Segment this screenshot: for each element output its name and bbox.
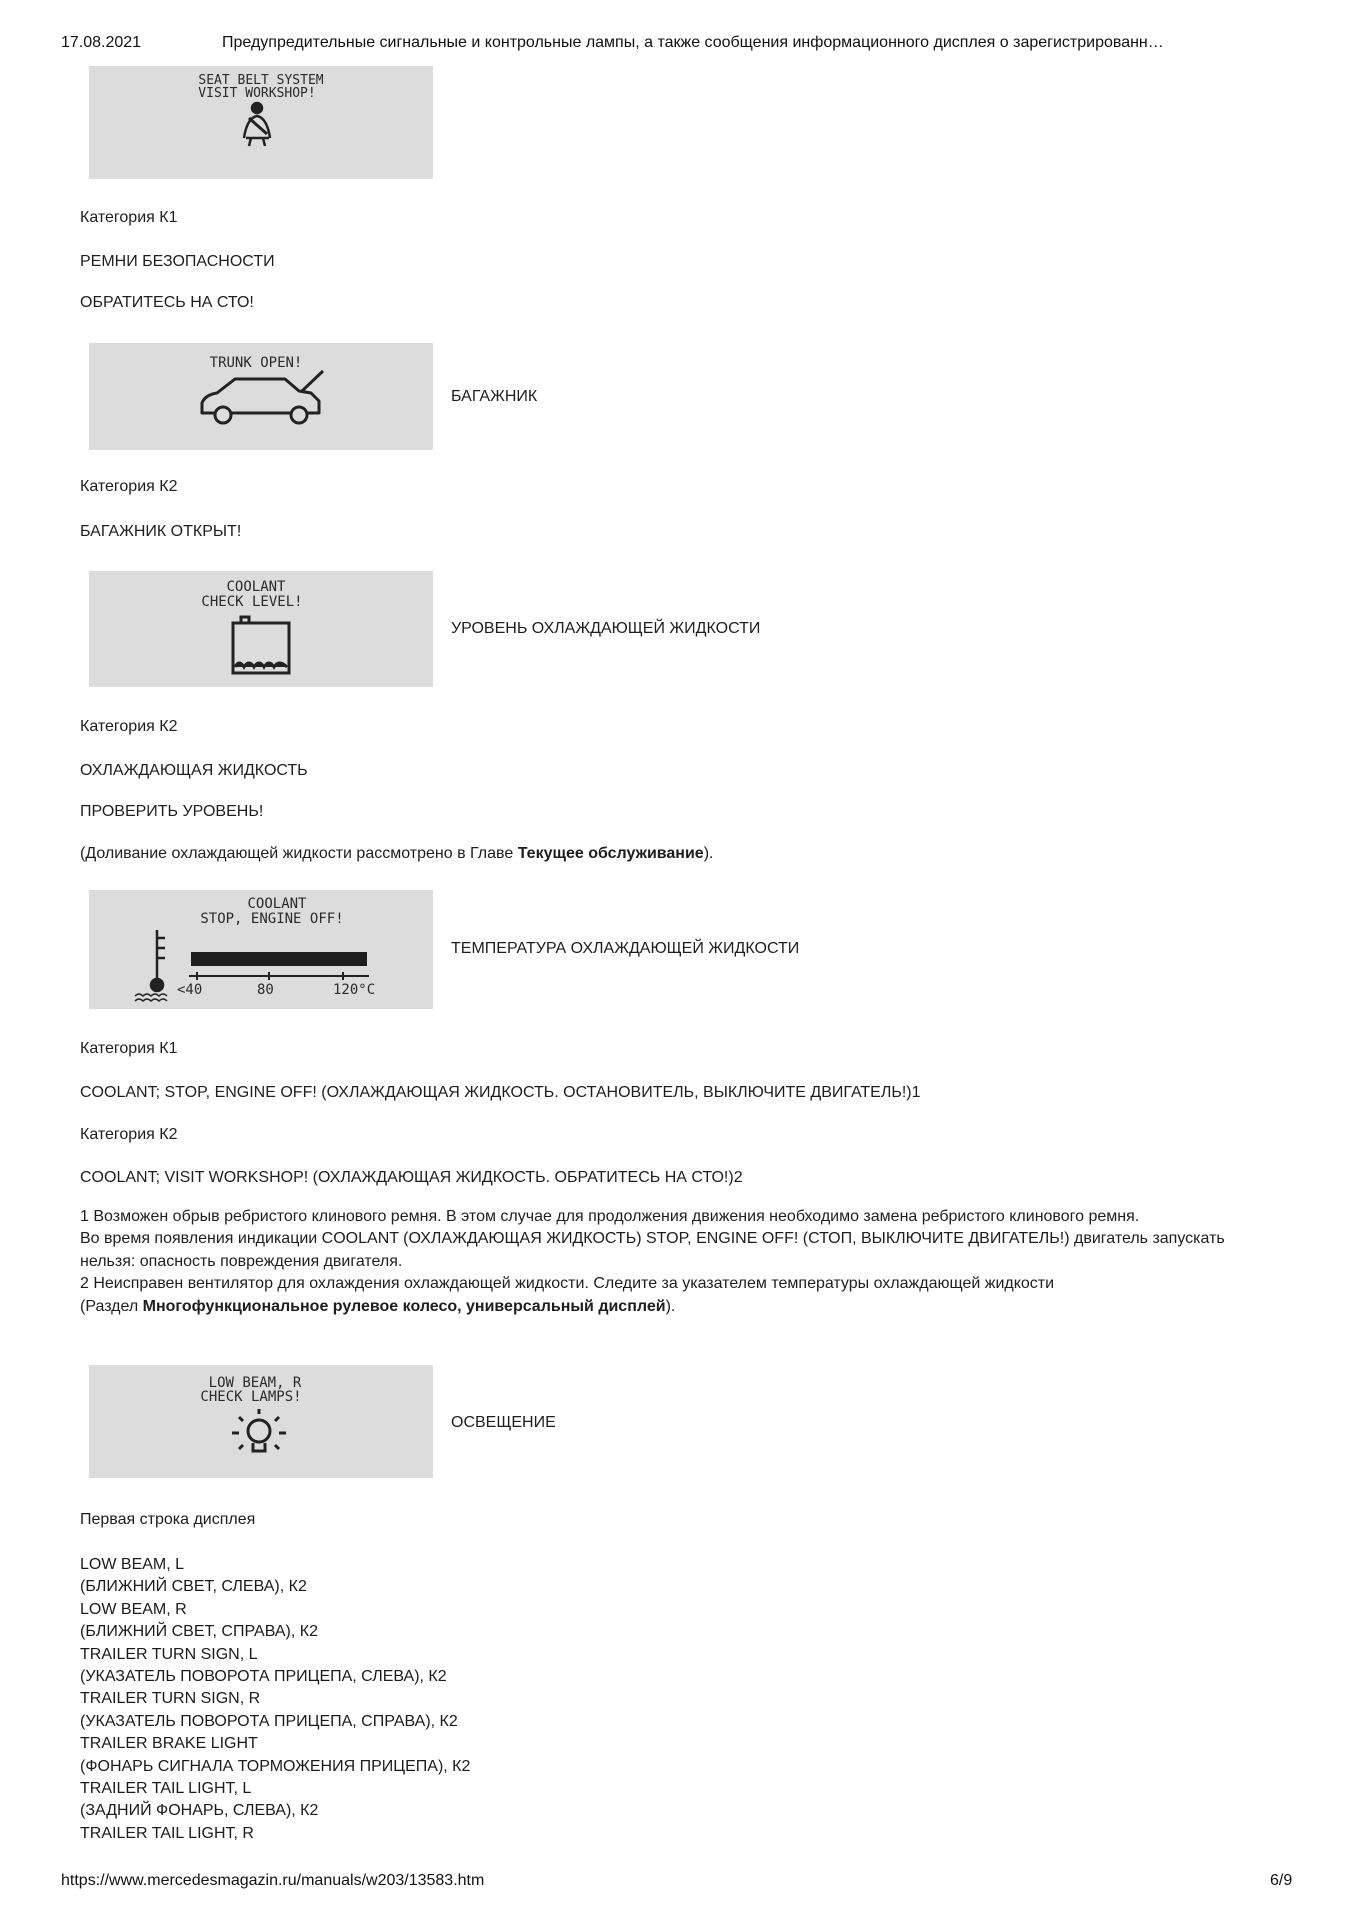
trunk-display-panel <box>89 343 433 450</box>
list-item: (БЛИЖНИЙ СВЕТ, СПРАВА), К2 <box>80 1623 318 1641</box>
panel-line: VISIT WORKSHOP! <box>198 86 316 101</box>
list-item: (УКАЗАТЕЛЬ ПОВОРОТА ПРИЦЕПА, СПРАВА), К2 <box>80 1712 458 1730</box>
panel-caption: ТЕМПЕРАТУРА ОХЛАЖДАЮЩЕЙ ЖИДКОСТИ <box>451 940 800 957</box>
list-item: TRAILER TURN SIGN, L <box>80 1645 258 1663</box>
panel-line: LOW BEAM, R <box>208 1375 302 1391</box>
coolant-temperature-display-panel <box>89 890 433 1009</box>
footnote-1b: Во время появления индикации COOLANT (ОХЛАЖДАЮЩАЯ ЖИДКОСТЬ) STOP, ENGINE OFF! (СТОП, ВЫКЛЮЧИТЕ ДВИГАТЕЛЬ!) двигатель запускать нельзя: опасность повреждения двигателя. <box>80 1230 1225 1270</box>
coolant-note <box>80 843 713 865</box>
panel-caption: УРОВЕНЬ ОХЛАЖДАЮЩЕЙ ЖИДКОСТИ <box>451 620 761 637</box>
seatbelt-display-panel <box>89 66 433 179</box>
message-text: COOLANT; STOP, ENGINE OFF! (ОХЛАЖДАЮЩАЯ ЖИДКОСТЬ. ОСТАНОВИТЕЛЬ, ВЫКЛЮЧИТЕ ДВИГАТЕЛЬ!)1 <box>80 1084 921 1101</box>
panel-line: STOP, ENGINE OFF! <box>200 911 344 927</box>
panel-caption: БАГАЖНИК <box>451 388 538 405</box>
page-number: 6/9 <box>1270 1872 1293 1889</box>
list-item: (ФОНАРЬ СИГНАЛА ТОРМОЖЕНИЯ ПРИЦЕПА), К2 <box>80 1757 471 1775</box>
thermometer-icon <box>135 930 167 1001</box>
message-text: ОХЛАЖДАЮЩАЯ ЖИДКОСТЬ <box>80 762 308 779</box>
message-text: БАГАЖНИК ОТКРЫТ! <box>80 523 242 540</box>
lamp-messages-list <box>80 1554 470 1845</box>
coolant-reservoir-icon <box>233 617 289 673</box>
seatbelt-icon <box>244 103 270 146</box>
page-title: Предупредительные сигнальные и контрольные лампы, а также сообщения информационного дисплея о зарегистрированн… <box>222 34 1164 51</box>
section-reference: Многофункциональное рулевое колесо, универсальный дисплей <box>142 1297 666 1315</box>
panel-caption: ОСВЕЩЕНИЕ <box>451 1414 556 1431</box>
scale-mid-label: 80 <box>257 982 274 998</box>
scale-max-label: 120°C <box>333 982 376 998</box>
print-date: 17.08.2021 <box>61 34 142 51</box>
list-item: (БЛИЖНИЙ СВЕТ, СЛЕВА), К2 <box>80 1578 307 1596</box>
panel-line: COOLANT <box>247 896 307 912</box>
bulb-icon <box>232 1409 286 1451</box>
lighting-display-panel <box>89 1365 433 1478</box>
message-text: ПРОВЕРИТЬ УРОВЕНЬ! <box>80 803 264 820</box>
footnotes <box>80 1206 1270 1318</box>
list-item: TRAILER TURN SIGN, R <box>80 1690 261 1708</box>
car-trunk-open-icon <box>202 371 323 423</box>
category-label: Категория К2 <box>80 718 178 735</box>
panel-line: COOLANT <box>226 579 286 595</box>
list-item: LOW BEAM, R <box>80 1600 187 1618</box>
footnote-2: 2 Неисправен вентилятор для охлаждения охлаждающей жидкости. Следите за указателем температуры охлаждающей жидкости <box>80 1275 1055 1293</box>
category-label: Категория К2 <box>80 478 178 495</box>
panel-line: CHECK LEVEL! <box>201 594 303 610</box>
footnote-2-ref <box>80 1296 1270 1318</box>
category-label: Категория К1 <box>80 209 178 226</box>
note-text: ). <box>665 1297 676 1315</box>
panel-line: TRUNK OPEN! <box>209 355 303 371</box>
list-item: (УКАЗАТЕЛЬ ПОВОРОТА ПРИЦЕПА, СЛЕВА), К2 <box>80 1668 447 1686</box>
message-text: COOLANT; VISIT WORKSHOP! (ОХЛАЖДАЮЩАЯ ЖИДКОСТЬ. ОБРАТИТЕСЬ НА СТО!)2 <box>80 1169 743 1186</box>
panel-line: SEAT BELT SYSTEM <box>198 73 324 88</box>
list-item: (ЗАДНИЙ ФОНАРЬ, СЛЕВА), К2 <box>80 1802 319 1820</box>
list-item: LOW BEAM, L <box>80 1556 185 1573</box>
category-label: Категория К1 <box>80 1040 178 1057</box>
scale-min-label: <40 <box>177 982 203 998</box>
note-text: (Доливание охлаждающей жидкости рассмотрено в Главе <box>80 845 518 862</box>
page-url[interactable]: https://www.mercedesmagazin.ru/manuals/w203/13583.htm <box>61 1872 485 1889</box>
list-item: TRAILER BRAKE LIGHT <box>80 1735 258 1753</box>
section-label: Первая строка дисплея <box>80 1511 256 1528</box>
note-text: (Раздел <box>80 1297 143 1315</box>
note-text: ). <box>703 845 714 862</box>
message-text: ОБРАТИТЕСЬ НА СТО! <box>80 294 254 311</box>
category-label: Категория К2 <box>80 1126 178 1143</box>
list-item: TRAILER TAIL LIGHT, L <box>80 1780 252 1798</box>
chapter-reference: Текущее обслуживание <box>517 845 704 862</box>
temperature-bar <box>191 952 367 966</box>
coolant-level-display-panel <box>89 571 433 687</box>
list-item: TRAILER TAIL LIGHT, R <box>80 1824 254 1842</box>
footnote-1: 1 Возможен обрыв ребристого клинового ремня. В этом случае для продолжения движения необходимо замена ребристого клинового ремня. <box>80 1208 1140 1225</box>
message-text: РЕМНИ БЕЗОПАСНОСТИ <box>80 253 275 270</box>
panel-line: CHECK LAMPS! <box>200 1389 302 1405</box>
